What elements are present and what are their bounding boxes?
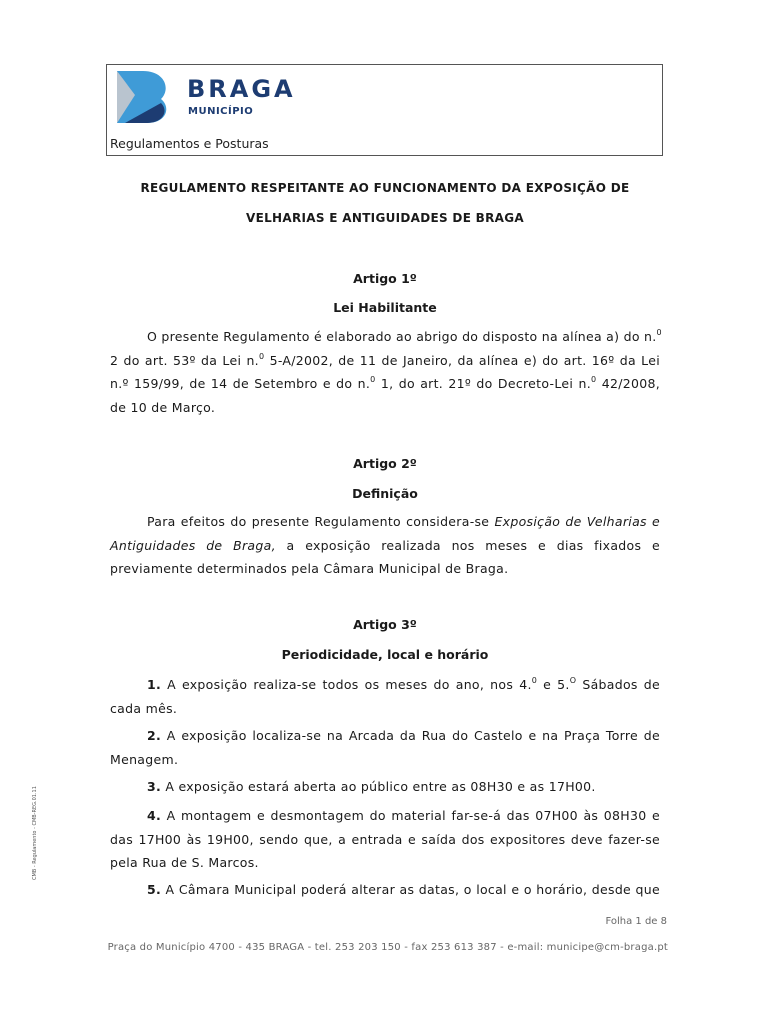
article-3-item-3: 3. A exposição estará aberta ao público entre as 08H30 e as 17H00.: [147, 779, 596, 794]
article-3-number: Artigo 3º: [353, 617, 417, 632]
article-2-paragraph: Para efeitos do presente Regulamento considera-se Exposição de Velharias e Antiguidades de Braga, a exposição realizada nos meses e dias fixados e previamente determinados pela Câmara Municipal de Braga.: [110, 514, 661, 576]
article-1-number: Artigo 1º: [353, 271, 417, 286]
article-1-name: Lei Habilitante: [333, 300, 437, 315]
braga-logo-icon: [113, 67, 173, 125]
article-3-item-1: 1. A exposição realiza-se todos os meses do ano, nos 4.$^0$ e 5.$^O$ Sábados de cada mês.: [110, 676, 661, 716]
article-1-paragraph: O presente Regulamento é elaborado ao abrigo do disposto na alínea a) do n.$^0$ 2 do art. 53º da Lei n.$^0$ 5-A/2002, de 11 de Janeiro, da alínea e) do art. 16º da Lei n.º 159/99, de 14 de Setembro e do n.$^0$ 1, do art. 21º do Decreto-Lei n.$^0$ 42/2008, de 10 de Março.: [110, 328, 662, 415]
brand-subtitle: MUNICÍPIO: [188, 106, 254, 117]
brand-name: BRAGA: [187, 75, 296, 103]
article-3-item-2: 2. A exposição localiza-se na Arcada da Rua do Castelo e na Praça Torre de Menagem.: [110, 728, 660, 767]
header-caption: Regulamentos e Posturas: [110, 136, 269, 151]
article-3-item-4: 4. A montagem e desmontagem do material far-se-á das 07H00 às 08H30 e das 17H00 às 19H00, sendo que, a entrada e saída dos expositores deve fazer-se pela Rua de S. Marcos.: [110, 808, 660, 870]
document-title-line-2: VELHARIAS E ANTIGUIDADES DE BRAGA: [246, 211, 524, 225]
article-2-number: Artigo 2º: [353, 456, 417, 471]
side-document-code: CMB - Regulamento - CMB-REG.01.11: [32, 786, 38, 880]
article-2-name: Definição: [352, 486, 418, 501]
document-title-line-1: REGULAMENTO RESPEITANTE AO FUNCIONAMENTO DA EXPOSIÇÃO DE: [140, 181, 630, 195]
footer-address: Praça do Município 4700 - 435 BRAGA - tel. 253 203 150 - fax 253 613 387 - e-mail: municipe@cm-braga.pt: [107, 942, 668, 953]
document-header: [106, 64, 663, 156]
article-3-name: Periodicidade, local e horário: [281, 647, 489, 662]
page-folio: Folha 1 de 8: [605, 916, 667, 927]
article-3-item-5: 5. A Câmara Municipal poderá alterar as datas, o local e o horário, desde que: [147, 882, 660, 897]
